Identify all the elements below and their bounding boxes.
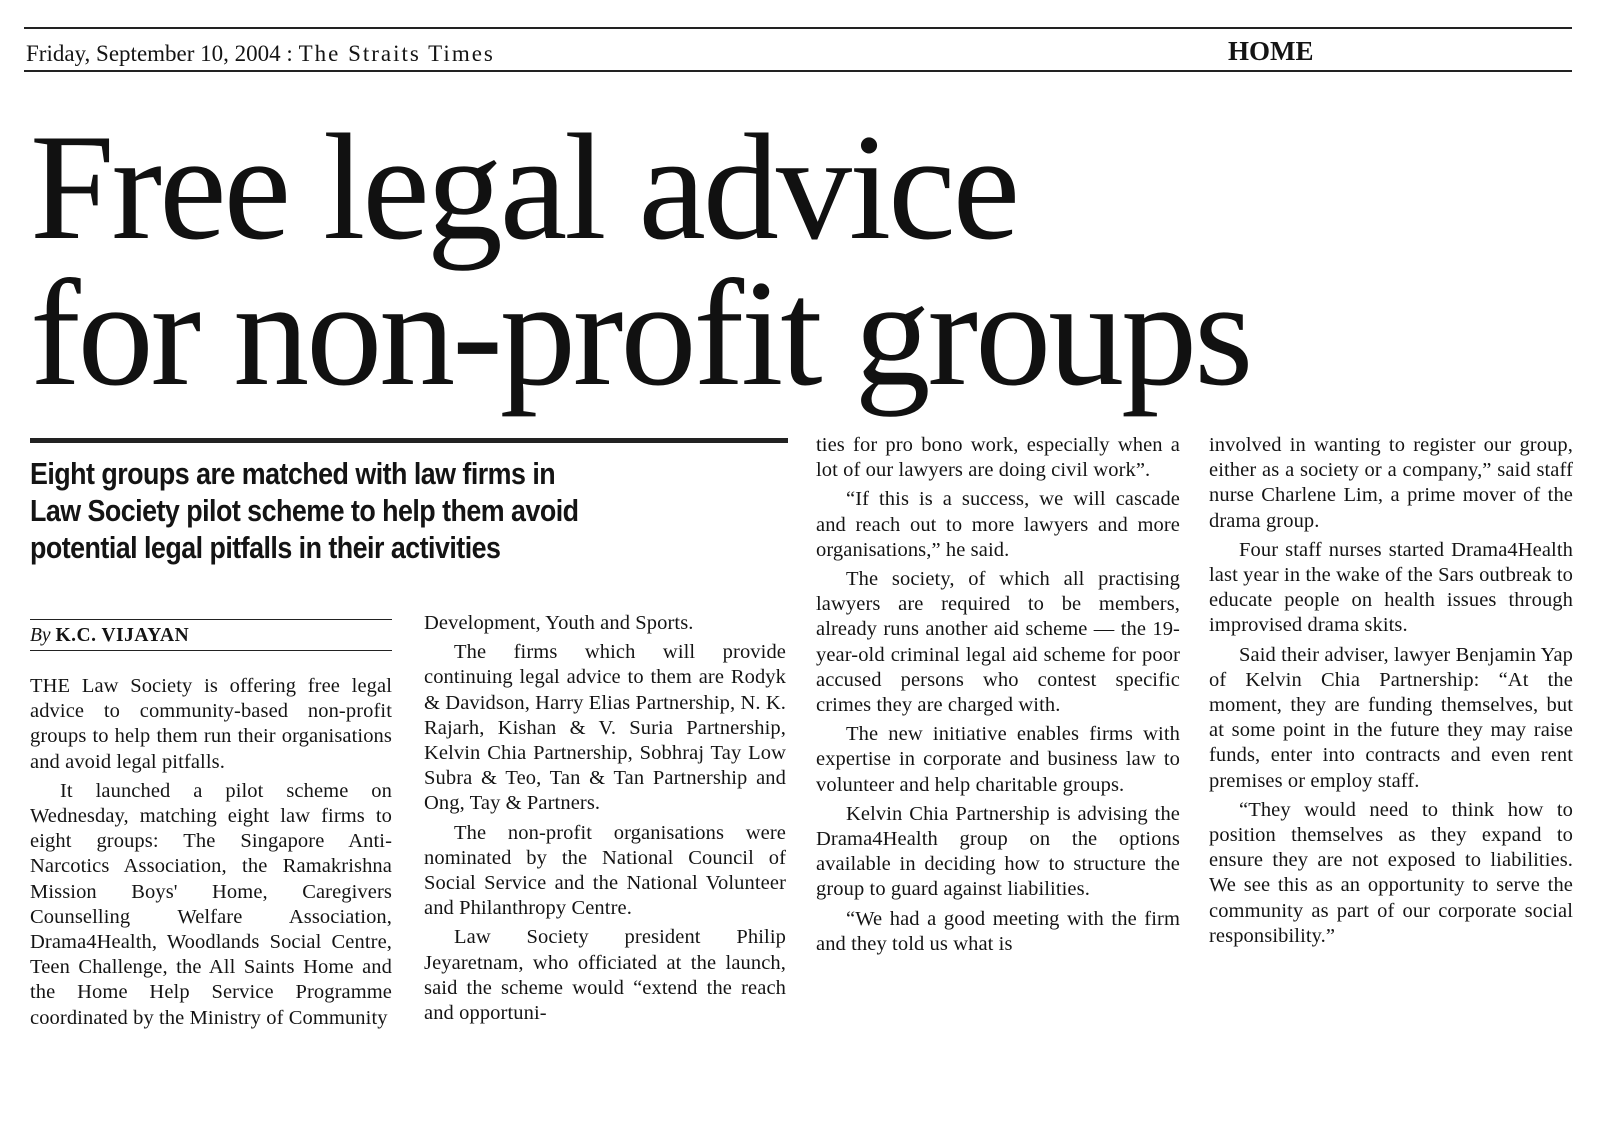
paragraph: Said their adviser, lawyer Benjamin Yap of Kelvin Chia Partnership: “At the moment, they are funding themselves, but at some point in the future they may raise funds, enter into contracts and even rent premises or employ staff. <box>1209 643 1573 792</box>
paragraph: involved in wanting to register our group, either as a society or a company,” said staff nurse Charlene Lim, a prime mover of the drama group. <box>1209 434 1573 532</box>
standfirst-rule <box>30 438 788 443</box>
article-column-1 <box>30 674 392 1035</box>
section-label: HOME <box>1228 36 1314 66</box>
article-column-2 <box>424 611 786 1030</box>
paragraph: “If this is a success, we will cascade and reach out to more lawyers and more organisations,” he said. <box>816 488 1180 561</box>
article-column-3 <box>816 433 1180 961</box>
paragraph: The society, of which all practising lawyers are required to be members, already runs another aid scheme — the 19-year-old criminal legal aid scheme for poor accused persons who contest specific crimes they are charged with. <box>816 568 1180 717</box>
paragraph: Law Society president Philip Jeyaretnam, who officiated at the launch, said the scheme would “extend the reach and opportuni- <box>424 926 786 1025</box>
paragraph: The non-profit organisations were nominated by the National Council of Social Service and the National Volunteer and Philanthropy Centre. <box>424 821 786 920</box>
standfirst-line-1: Eight groups are matched with law firms in <box>30 457 556 491</box>
masthead-dateline <box>26 41 495 67</box>
paragraph: Development, Youth and Sports. <box>424 612 694 634</box>
paragraph: Four staff nurses started Drama4Health last year in the wake of the Sars outbreak to educate people on health issues through improvised drama skits. <box>1209 538 1573 637</box>
paragraph: THE Law Society is offering free legal advice to community-based non-profit groups to help them run their organisations and avoid legal pitfalls. <box>30 675 392 773</box>
byline-author: K.C. VIJAYAN <box>55 625 190 646</box>
headline-line-2: for non-profit groups <box>30 249 1251 417</box>
masthead-top-rule <box>24 27 1572 29</box>
publication-name: The Straits Times <box>298 41 495 66</box>
headline-line-1: Free legal advice <box>30 103 1018 271</box>
standfirst-line-2: Law Society pilot scheme to help them avoid <box>30 494 579 528</box>
paragraph: “We had a good meeting with the firm and they told us what is <box>816 907 1180 955</box>
paragraph: “They would need to think how to position themselves as they expand to ensure they are not exposed to liabilities. We see this as an opportunity to serve the community as part of our corporate social responsibility.” <box>1209 798 1573 947</box>
byline-top-rule <box>30 619 392 620</box>
byline-bottom-rule <box>30 650 392 651</box>
article-column-4 <box>1209 433 1573 953</box>
standfirst <box>30 456 699 567</box>
dateline-text: Friday, September 10, 2004 : <box>26 41 299 66</box>
paragraph: Kelvin Chia Partnership is advising the Drama4Health group on the options available in deciding how to structure the group to guard against liabilities. <box>816 802 1180 901</box>
standfirst-line-3: potential legal pitfalls in their activities <box>30 531 501 565</box>
paragraph: It launched a pilot scheme on Wednesday, matching eight law firms to eight groups: The Singapore Anti-Narcotics Association, the Ramakrishna Mission Boys' Home, Caregivers Counselling Welfare Association, Drama4Health, Woodlands Social Centre, Teen Challenge, the All Saints Home and the Home Help Service Programme coordinated by the Ministry of Community <box>30 779 392 1029</box>
byline-prefix: By <box>30 625 51 646</box>
paragraph: ties for pro bono work, especially when a lot of our lawyers are doing civil work”. <box>816 434 1180 482</box>
paragraph: The new initiative enables firms with expertise in corporate and business law to volunteer and help charitable groups. <box>816 723 1180 796</box>
paragraph: The firms which will provide continuing legal advice to them are Rodyk & Davidson, Harry Elias Partnership, N. K. Rajarh, Kishan & V. Suria Partnership, Kelvin Chia Partnership, Sobhraj Tay Low Subra & Teo, Tan & Tan Partnership and Ong, Tay & Partners. <box>424 641 786 815</box>
masthead-bottom-rule <box>24 70 1572 72</box>
byline <box>30 625 189 647</box>
